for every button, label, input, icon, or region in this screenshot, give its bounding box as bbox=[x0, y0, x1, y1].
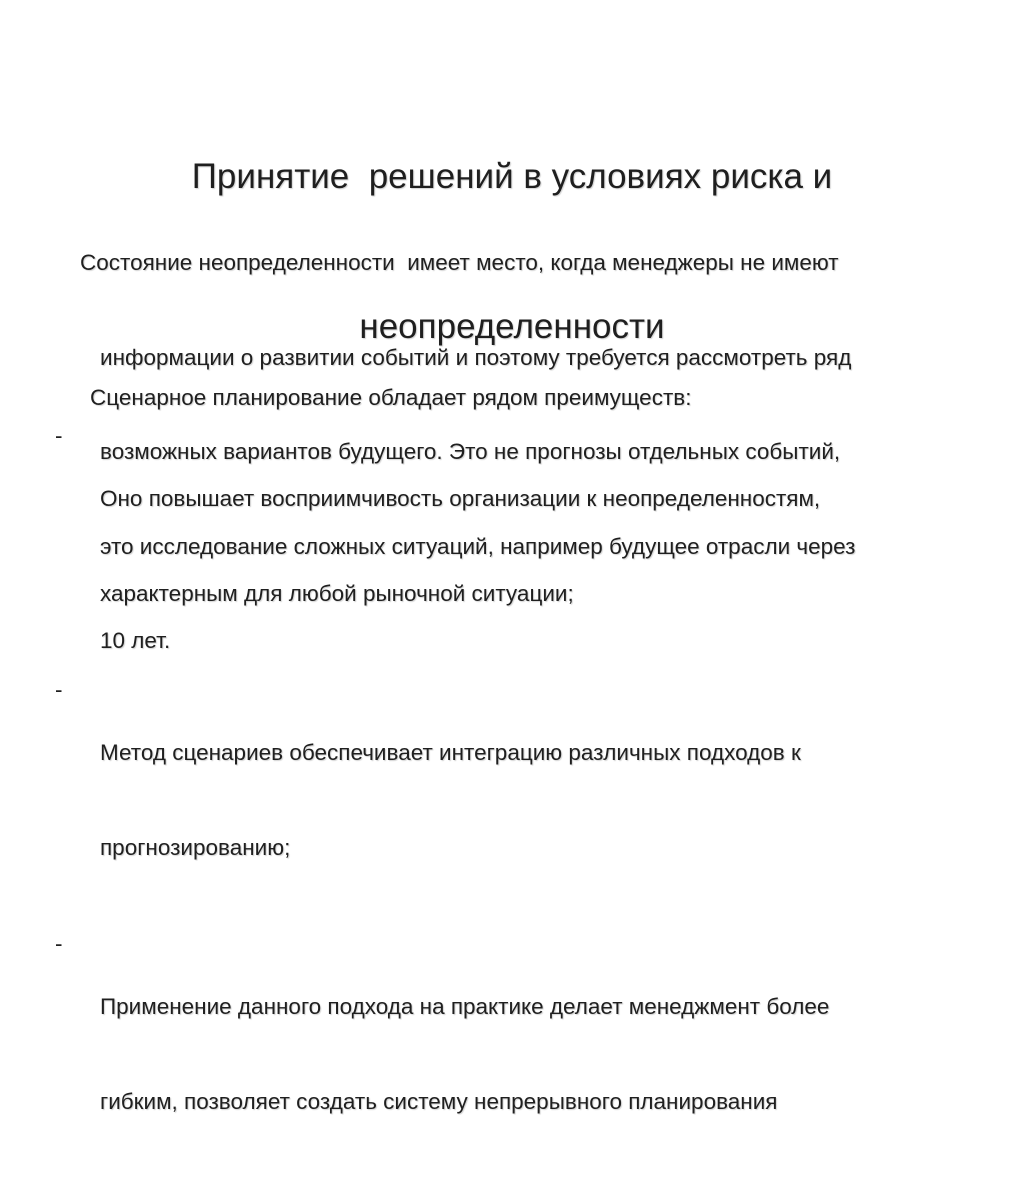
bullet-2-line-1: Метод сценариев обеспечивает интеграцию различных подходов к bbox=[100, 740, 801, 765]
bullet-dash: - bbox=[55, 931, 63, 956]
bullet-3-line-1: Применение данного подхода на практике делает менеджмент более bbox=[100, 994, 830, 1019]
title-line-1: Принятие решений в условиях риска и bbox=[191, 157, 833, 196]
paragraph-line-4: это исследование сложных ситуаций, например будущее отрасли через bbox=[100, 533, 856, 559]
list-item bbox=[0, 674, 1024, 926]
bullet-dash: - bbox=[55, 423, 63, 448]
title-line-2: неопределенности bbox=[359, 307, 665, 346]
bullet-2-line-2: прогнозированию; bbox=[100, 834, 291, 860]
paragraph-line-5: 10 лет. bbox=[100, 628, 171, 653]
paragraph-line-1: Состояние неопределенности имеет место, когда менеджеры не имеют bbox=[80, 250, 839, 275]
advantages-list bbox=[0, 420, 1024, 1182]
list-item bbox=[0, 928, 1024, 1180]
advantages-intro: Сценарное планирование обладает рядом преимуществ: bbox=[90, 385, 692, 410]
paragraph-line-2: информации о развитии событий и поэтому требуется рассмотреть ряд bbox=[100, 344, 852, 370]
list-item bbox=[0, 420, 1024, 672]
bullet-text bbox=[100, 928, 1024, 1180]
bullet-1-line-2: характерным для любой рыночной ситуации; bbox=[100, 580, 574, 606]
bullet-1-line-1: Оно повышает восприимчивость организации к неопределенностям, bbox=[100, 486, 821, 511]
bullet-text bbox=[100, 674, 1024, 926]
bullet-text bbox=[100, 420, 1024, 672]
paragraph-line-3: возможных вариантов будущего. Это не прогнозы отдельных событий, bbox=[100, 439, 841, 464]
bullet-3-line-2: гибким, позволяет создать систему непрерывного планирования bbox=[100, 1088, 778, 1114]
bullet-dash: - bbox=[55, 677, 63, 702]
